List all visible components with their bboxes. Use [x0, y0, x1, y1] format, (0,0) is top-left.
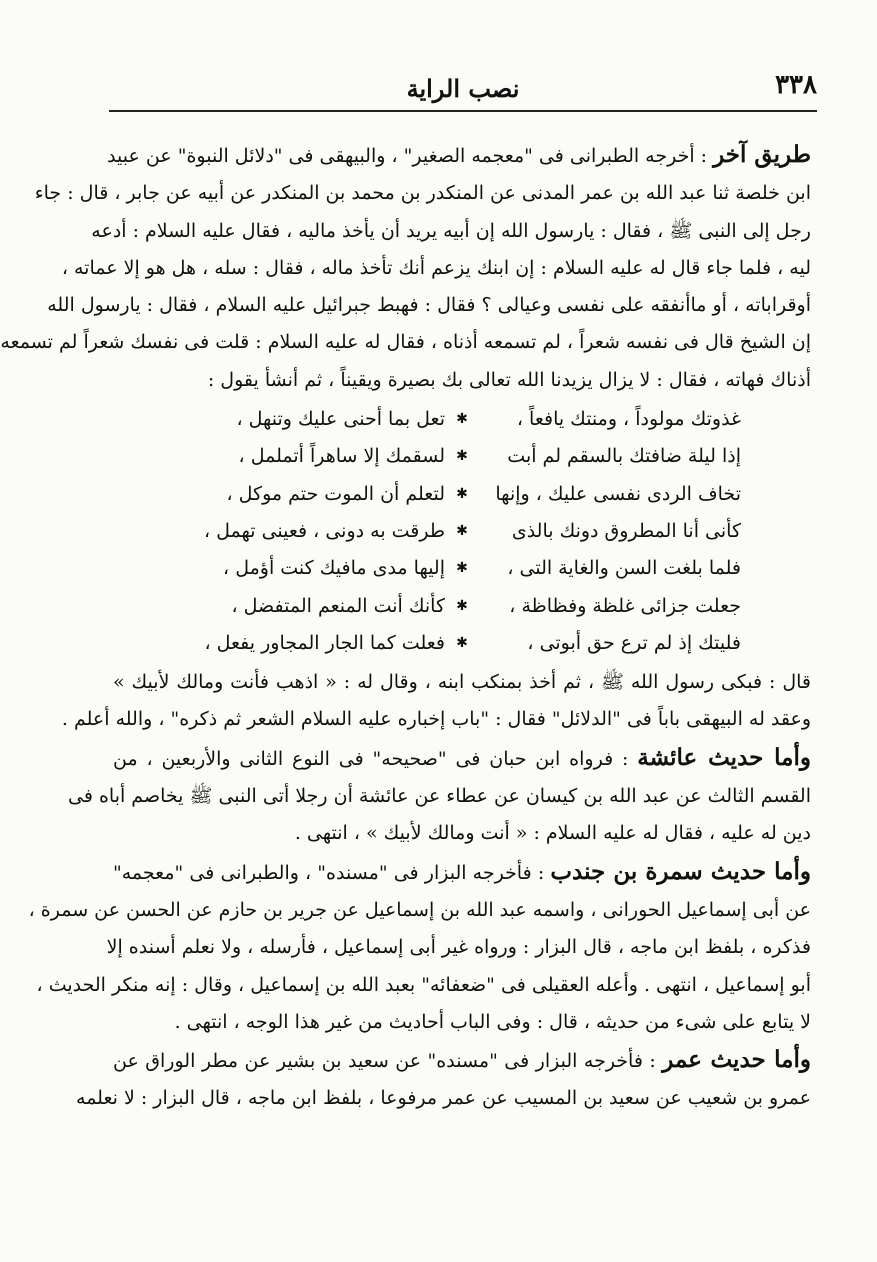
- line-text: أبو إسماعيل ، انتهى . وأعله العقيلى فى "ضعفائه" بعبد الله بن إسماعيل ، وقال : إنه منكر الحديث ،: [36, 973, 811, 996]
- text-line: [107, 136, 811, 175]
- line-text: فذكره ، بلفظ ابن ماجه ، قال البزار : ورواه غير أبى إسماعيل ، فأرسله ، ولا نعلم أسنده إلا: [106, 936, 811, 959]
- hemistich-first: غذوتك مولوداً ، ومنتك يافعاً ،: [516, 408, 741, 431]
- hemistich-first: فلما بلغت السن والغاية التى ،: [507, 557, 741, 580]
- line-text: القسم الثالث عن عبد الله بن كيسان عن عطاء عن عائشة أن رجلا أتى النبى ﷺ يخاصم أباه فى: [68, 785, 811, 808]
- line-text: وعقد له البيهقى باباً فى "الدلائل" فقال : "باب إخباره عليه السلام الشعر ثم ذكره" ، والله أعلم .: [61, 708, 811, 731]
- text-line: [113, 853, 811, 892]
- line-text: رجل إلى النبى ﷺ ، فقال : يارسول الله إن أبيه يريد أن يأخذ ماليه ، فقال عليه السلام : أدعه: [91, 219, 811, 242]
- line-text: قال : فبكى رسول الله ﷺ ، ثم أخذ بمنكب ابنه ، وقال له : « اذهب فأنت ومالك لأبيك »: [113, 671, 811, 694]
- line-text: دين له عليه ، فقال له عليه السلام : « أنت ومالك لأبيك » ، انتهى .: [294, 822, 811, 845]
- section-lead: وأما حديث عمر: [662, 1046, 811, 1074]
- verse-separator-icon: ✱: [456, 522, 468, 539]
- poem-verse: [113, 513, 811, 550]
- hemistich-first: جعلت جزائى غلظة وفظاظة ،: [509, 594, 741, 617]
- hemistich-second: إليها مدى مافيك كنت أؤمل ،: [223, 557, 445, 580]
- text-line: [113, 1004, 811, 1041]
- verse-separator-icon: ✱: [456, 634, 468, 651]
- poem-verse: [113, 625, 811, 662]
- hemistich-first: تخاف الردى نفسى عليك ، وإنها: [495, 482, 741, 505]
- body-text: [0, 136, 812, 1118]
- running-title: نصب الراية: [406, 74, 520, 103]
- hemistich-second: طرقت به دونى ، فعينى تهمل ،: [203, 519, 445, 542]
- text-line: [91, 213, 811, 250]
- hemistich-second: فعلت كما الجار المجاور يفعل ،: [204, 631, 445, 654]
- verse-separator-icon: ✱: [456, 411, 468, 428]
- text-line: [113, 739, 811, 778]
- hemistich-second: تعل بما أحنى عليك وتنهل ،: [236, 408, 445, 431]
- poem-verse: [113, 401, 811, 438]
- line-text: ليه ، فلما جاء قال له عليه السلام : إن ابنك يزعم أنك تأخذ ماله ، فقال : سله ، هل هو إلا عماته ،: [61, 256, 811, 279]
- hemistich-second: لسقمك إلا ساهراً أتململ ،: [238, 445, 445, 468]
- text-line: [76, 1080, 811, 1117]
- line-text: لا يتابع على شىء من حديثه ، قال : وفى الباب أحاديث من غير هذا الوجه ، انتهى .: [174, 1010, 811, 1033]
- line-text: أوقراباته ، أو ماأنفقه على نفسى وعيالى ؟ فقال : فهبط جبرائيل عليه السلام ، فقال : يارسول الله: [47, 294, 811, 317]
- text-line: [28, 892, 811, 929]
- hemistich-first: كأنى أنا المطروق دونك بالذى: [511, 519, 741, 542]
- line-text: : فأخرجه البزار فى "مسنده" عن سعيد بن بشير عن مطر الوراق عن: [113, 1050, 656, 1073]
- line-text: إن الشيخ قال فى نفسه شعراً ، لم تسمعه أذناه ، فقال له عليه السلام : قلت فى نفسك شعراً لم تسمعه: [0, 331, 811, 354]
- text-line: [106, 929, 811, 966]
- text-line: [113, 362, 811, 399]
- line-text: : فرواه ابن حبان فى "صحيحه" فى النوع الثانى والأربعين ، من: [113, 747, 629, 770]
- line-text: : فأخرجه البزار فى "مسنده" ، والطبرانى فى "معجمه": [113, 861, 545, 884]
- line-text: : أخرجه الطبرانى فى "معجمه الصغير" ، والبيهقى فى "دلائل النبوة" عن عبيد: [107, 145, 708, 167]
- verse-separator-icon: ✱: [456, 485, 468, 502]
- text-line: [68, 778, 811, 815]
- text-line: [61, 701, 811, 738]
- page-number: ٣٣٨: [775, 70, 817, 100]
- poem-verse: [113, 438, 811, 475]
- poem: [113, 401, 811, 662]
- poem-verse: [113, 550, 811, 587]
- text-line: [61, 250, 811, 287]
- text-line: [113, 664, 811, 701]
- line-text: أذناك فهاته ، فقال : لا يزال يزيدنا الله تعالى بك بصيرة ويقيناً ، ثم أنشأ يقول :: [207, 368, 811, 391]
- section-lead: وأما حديث سمرة بن جندب: [550, 857, 812, 885]
- verse-separator-icon: ✱: [456, 560, 468, 577]
- poem-verse: [113, 476, 811, 513]
- line-text: ابن خلصة ثنا عبد الله بن عمر المدنى عن المنكدر بن محمد بن المنكدر عن أبيه عن جابر ، قال : جاء: [34, 182, 811, 205]
- text-line: [36, 967, 811, 1004]
- text-line: [113, 815, 811, 852]
- section-lead: طريق آخر: [713, 141, 811, 168]
- verse-separator-icon: ✱: [456, 597, 468, 614]
- poem-verse: [113, 588, 811, 625]
- hemistich-first: إذا ليلة ضافتك بالسقم لم أبت: [507, 445, 741, 468]
- text-line: [34, 175, 811, 212]
- page-header: [109, 70, 817, 112]
- hemistich-second: كأنك أنت المنعم المتفضل ،: [231, 594, 445, 617]
- text-line: [47, 287, 811, 324]
- hemistich-second: لتعلم أن الموت حتم موكل ،: [226, 482, 445, 505]
- text-line: [0, 324, 811, 361]
- hemistich-first: فليتك إذ لم ترع حق أبوتى ،: [527, 631, 741, 654]
- line-text: عن أبى إسماعيل الحورانى ، واسمه عبد الله بن إسماعيل عن جرير بن حازم عن الحسن عن سمرة ،: [28, 898, 811, 921]
- verse-separator-icon: ✱: [456, 448, 468, 465]
- text-line: [113, 1041, 811, 1080]
- line-text: عمرو بن شعيب عن سعيد بن المسيب عن عمر مرفوعا ، بلفظ ابن ماجه ، قال البزار : لا نعلمه: [76, 1087, 811, 1110]
- section-lead: وأما حديث عائشة: [637, 743, 811, 771]
